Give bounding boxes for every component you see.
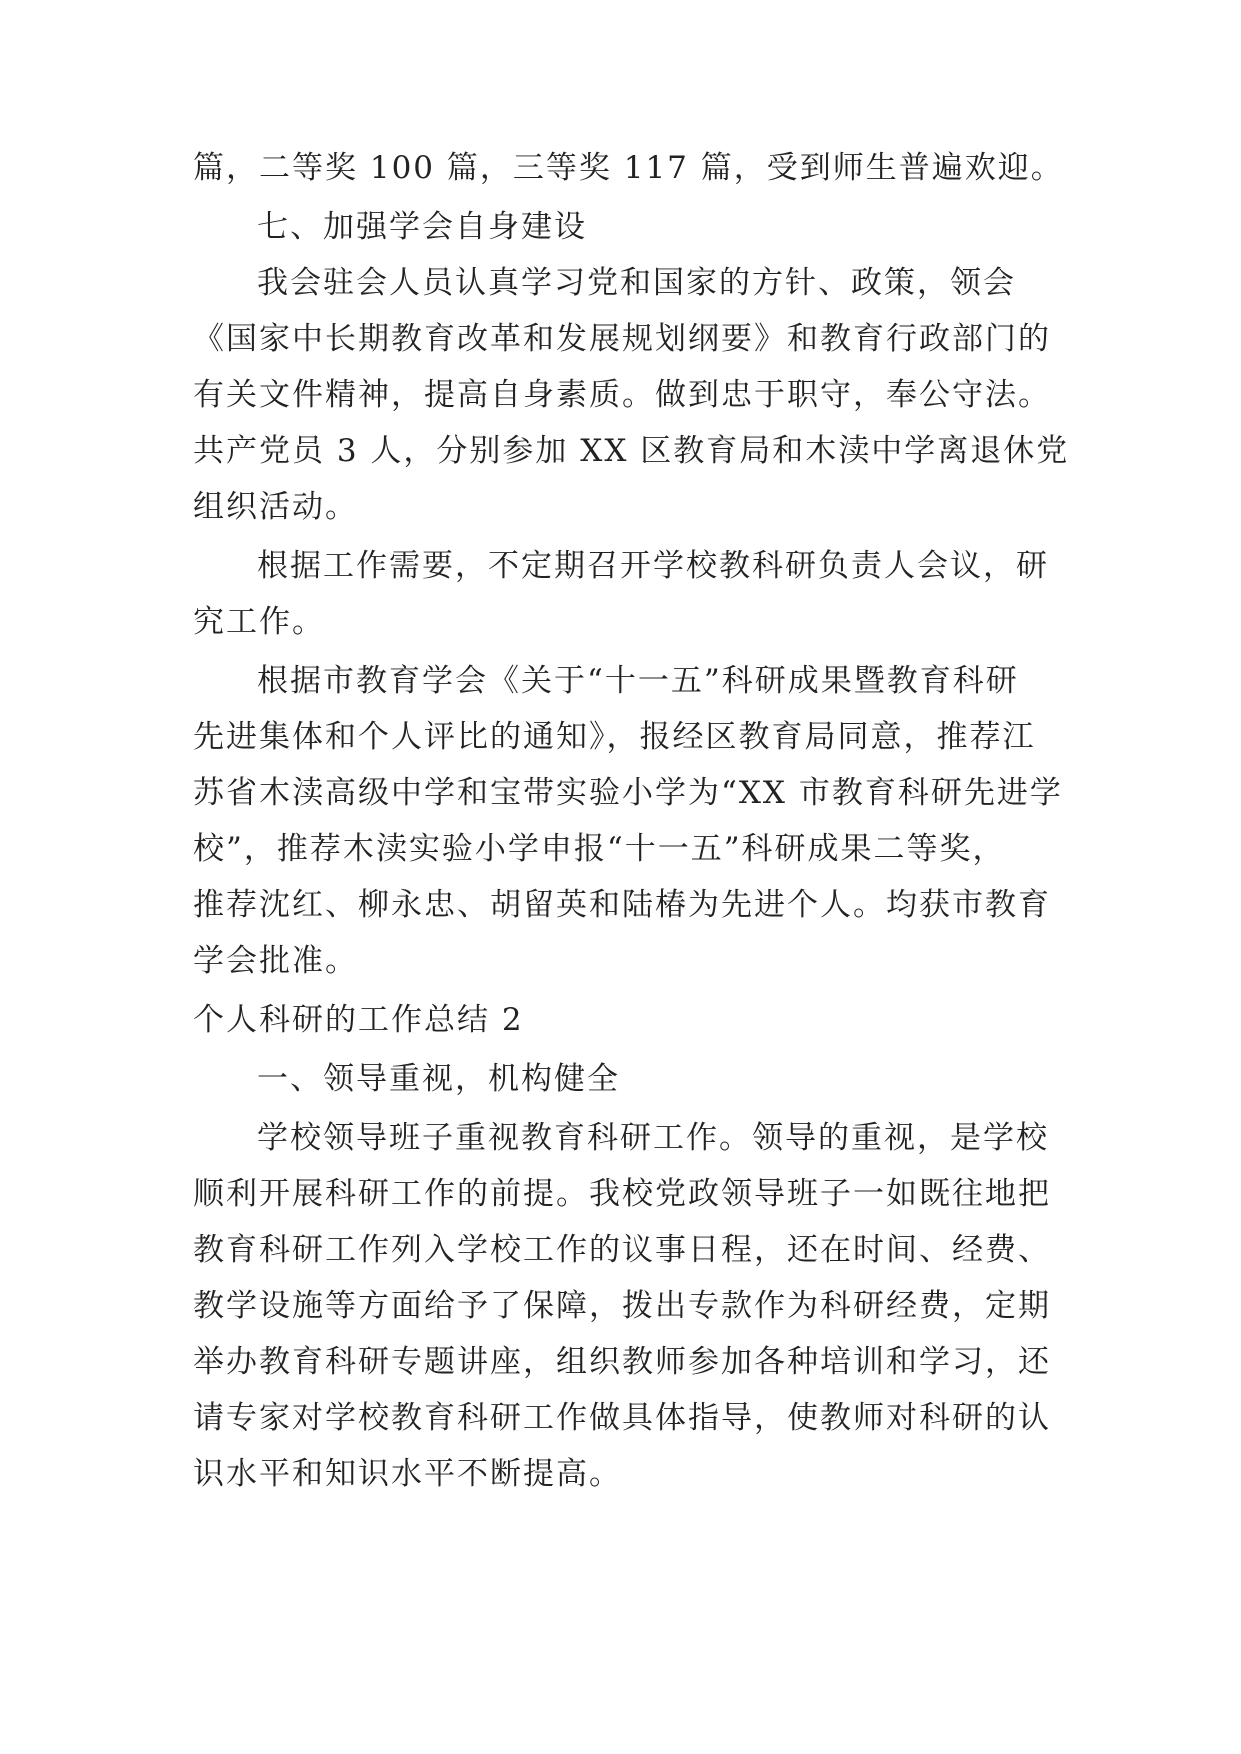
- paragraph-4-line-6: 请专家对学校教育科研工作做具体指导，使教师对科研的认: [193, 1400, 1051, 1436]
- text-line-1: 篇，二等奖 100 篇，三等奖 117 篇，受到师生普遍欢迎。: [193, 150, 1064, 186]
- paragraph-1-line-2: 《国家中长期教育改革和发展规划纲要》和教育行政部门的: [193, 321, 1051, 357]
- paragraph-3-line-4: 校”，推荐木渎实验小学申报“十一五”科研成果二等奖，: [193, 831, 1006, 867]
- paragraph-4-line-1: 学校领导班子重视教育科研工作。领导的重视，是学校: [257, 1120, 1049, 1156]
- paragraph-4-line-5: 举办教育科研专题讲座，组织教师参加各种培训和学习，还: [193, 1344, 1051, 1380]
- section-heading-7: 七、加强学会自身建设: [257, 209, 587, 245]
- paragraph-3-line-2: 先进集体和个人评比的通知》，报经区教育局同意，推荐江: [193, 719, 1036, 755]
- article-title: 个人科研的工作总结 2: [193, 1002, 524, 1038]
- paragraph-3-line-3: 苏省木渎高级中学和宝带实验小学为“XX 市教育科研先进学: [193, 775, 1063, 811]
- paragraph-4-line-2: 顺利开展科研工作的前提。我校党政领导班子一如既往地把: [193, 1176, 1051, 1212]
- paragraph-1-line-5: 组织活动。: [193, 489, 358, 525]
- section-heading-1: 一、领导重视，机构健全: [257, 1061, 620, 1097]
- paragraph-3-line-5: 推荐沈红、柳永忠、胡留英和陆椿为先进个人。均获市教育: [193, 887, 1051, 923]
- paragraph-2-line-1: 根据工作需要，不定期召开学校教科研负责人会议，研: [257, 548, 1049, 584]
- paragraph-2-line-2: 究工作。: [193, 604, 325, 640]
- paragraph-1-line-3: 有关文件精神，提高自身素质。做到忠于职守，奉公守法。: [193, 377, 1051, 413]
- paragraph-4-line-7: 识水平和知识水平不断提高。: [193, 1456, 622, 1492]
- paragraph-3-line-6: 学会批准。: [193, 943, 358, 979]
- paragraph-1-line-1: 我会驻会人员认真学习党和国家的方针、政策，领会: [257, 265, 1016, 301]
- paragraph-4-line-4: 教学设施等方面给予了保障，拨出专款作为科研经费，定期: [193, 1288, 1051, 1324]
- paragraph-4-line-3: 教育科研工作列入学校工作的议事日程，还在时间、经费、: [193, 1232, 1051, 1268]
- paragraph-3-line-1: 根据市教育学会《关于“十一五”科研成果暨教育科研: [257, 663, 1019, 699]
- paragraph-1-line-4: 共产党员 3 人，分别参加 XX 区教育局和木渎中学离退休党: [193, 433, 1070, 469]
